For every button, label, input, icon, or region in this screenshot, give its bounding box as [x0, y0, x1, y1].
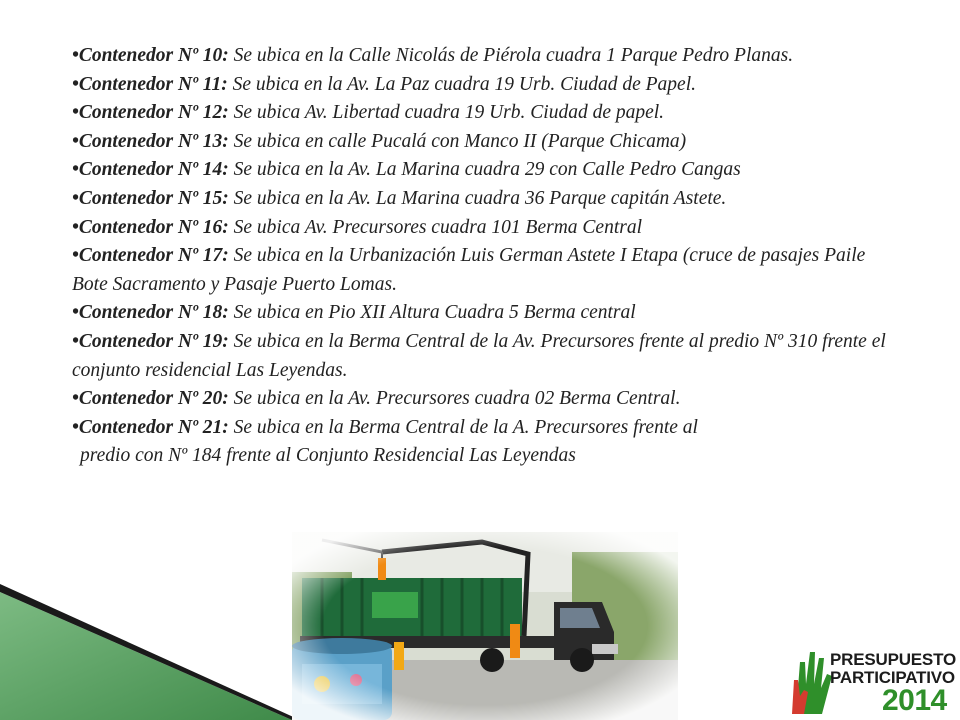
list-item: •Contenedor Nº 21: Se ubica en la Berma Central de la A. Precursores frente al — [72, 416, 698, 438]
list-item: •Contenedor Nº 17: Se ubica en la Urbanización Luis German Astete I Etapa (cruce de pasajes Paile Bote Sacramento y Pasaje Puerto Lomas. — [72, 245, 866, 295]
list-item: •Contenedor Nº 13: Se ubica en calle Pucalá con Manco II (Parque Chicama) — [72, 130, 687, 152]
raised-hands-icon — [792, 644, 832, 714]
list-item: •Contenedor Nº 18: Se ubica en Pio XII Altura Cuadra 5 Berma central — [72, 302, 636, 324]
list-item: •Contenedor Nº 16: Se ubica Av. Precursores cuadra 101 Berma Central — [72, 216, 642, 238]
list-item: •Contenedor Nº 10: Se ubica en la Calle Nicolás de Piérola cuadra 1 Parque Pedro Planas. — [72, 45, 794, 66]
logo-year: 2014 — [882, 684, 947, 717]
list-item: •Contenedor Nº 15: Se ubica en la Av. La Marina cuadra 36 Parque capitán Astete. — [72, 187, 727, 209]
list-item: •Contenedor Nº 12: Se ubica Av. Libertad cuadra 19 Urb. Ciudad de papel. — [72, 102, 665, 124]
list-item-continuation: predio con Nº 184 frente al Conjunto Residencial Las Leyendas — [80, 445, 576, 467]
truck-photo — [292, 532, 678, 720]
presupuesto-participativo-logo — [792, 640, 954, 718]
container-list — [72, 42, 902, 471]
list-item: •Contenedor Nº 11: Se ubica en la Av. La Paz cuadra 19 Urb. Ciudad de Papel. — [72, 73, 697, 95]
logo-line1: PRESUPUESTO — [830, 650, 956, 669]
list-item: •Contenedor Nº 19: Se ubica en la Berma Central de la Av. Precursores frente al predio Nº 310 frente el conjunto residencial Las Leyendas. — [72, 330, 886, 381]
logo-line2: PARTICIPATIVO — [830, 668, 955, 687]
list-item: •Contenedor Nº 20: Se ubica en la Av. Precursores cuadra 02 Berma Central. — [72, 388, 681, 410]
list-item: •Contenedor Nº 14: Se ubica en la Av. La Marina cuadra 29 con Calle Pedro Cangas — [72, 159, 741, 181]
